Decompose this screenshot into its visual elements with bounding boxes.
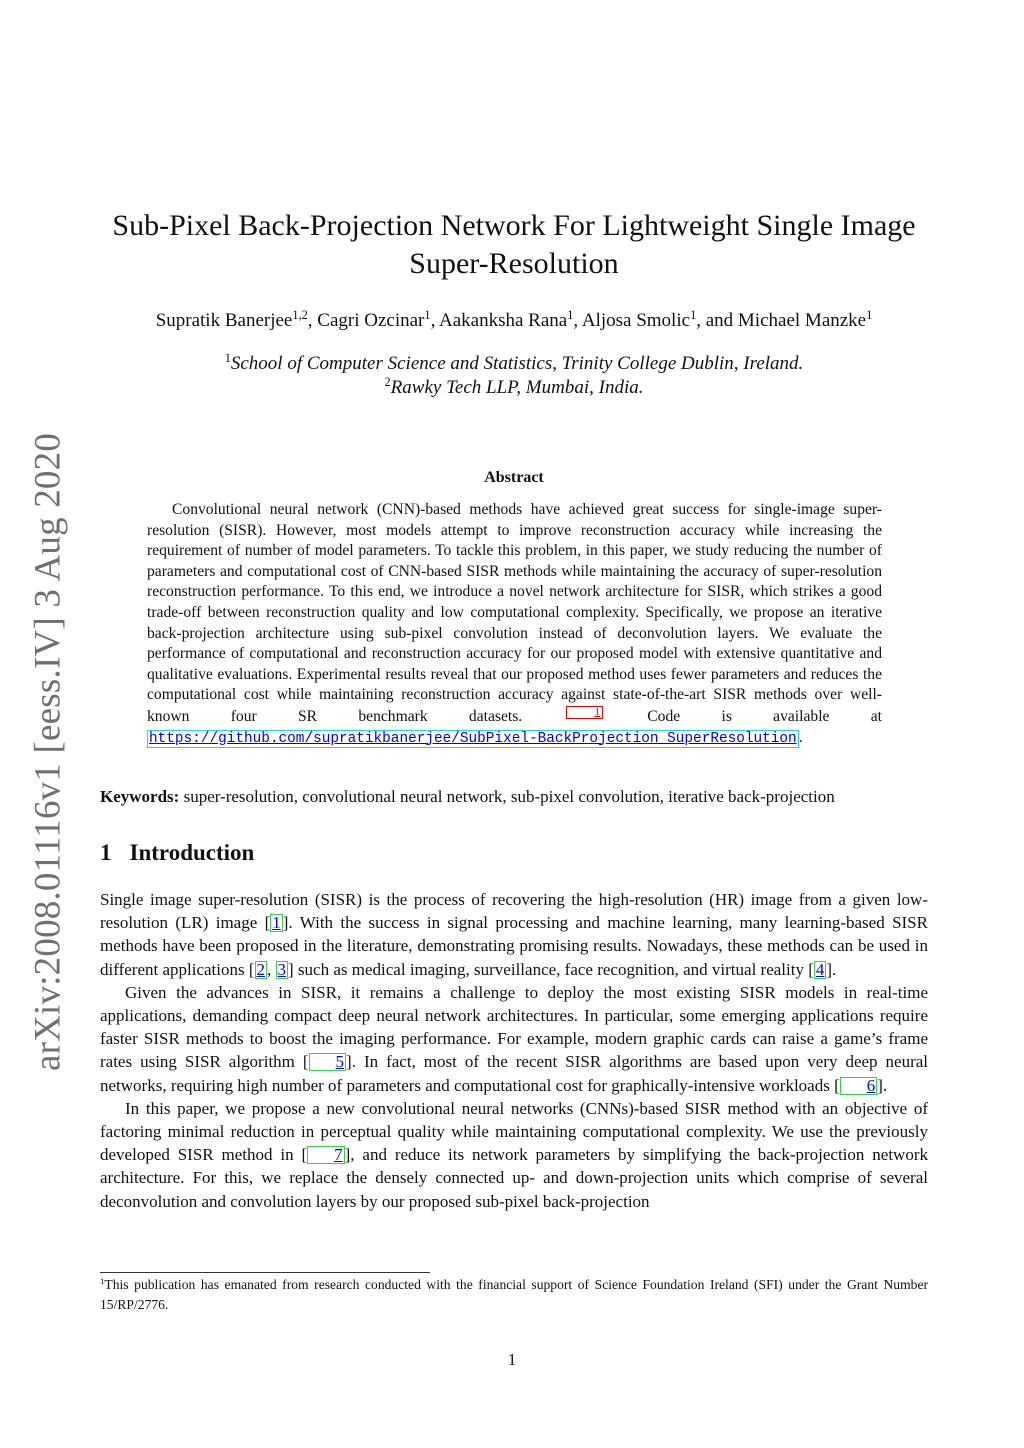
citation-link[interactable]: 1	[272, 913, 281, 933]
author-name: Cagri Ozcinar	[317, 310, 425, 331]
footnote-ref-link[interactable]: 1	[566, 706, 603, 719]
paragraph-text: Given the advances in SISR, it remains a challenge to deploy the most existing SISR models in real-time applications, demanding compact deep neural network architectures. In particular, some emerging applications require faster SISR methods to boost the imaging performance. For example, modern graphic cards can raise a game’s frame rates using SISR algorithm [	[100, 982, 928, 1072]
paragraph-text: ]. In fact, most of the recent SISR algorithms are based upon very deep neural networks, requiring high number of parameters and computational cost for graphically-intensive workloads [	[100, 1052, 928, 1095]
affiliation-2	[100, 376, 928, 400]
paragraph	[100, 981, 928, 1097]
abstract-text: Convolutional neural network (CNN)-based methods have achieved great success for single-image super-resolution (SISR). However, most models attempt to improve reconstruction accuracy while increasing the requirement of number of model parameters. To tackle this problem, in this paper, we study reducing the number of parameters and computational cost of CNN-based SISR methods while maintaining the accuracy of super-resolution reconstruction performance. To this end, we introduce a novel network architecture for SISR, which strikes a good trade-off between reconstruction quality and low computational complexity. Specifically, we propose an iterative back-projection architecture using sub-pixel convolution instead of deconvolution layers. We evaluate the performance of computational and reconstruction accuracy for our proposed model with extensive quantitative and qualitative evaluations. Experimental results reveal that our proposed method uses fewer parameters and reduces the computational cost while maintaining reconstruction accuracy against state-of-the-art SISR methods over well-known four SR benchmark datasets.	[147, 501, 882, 725]
keywords	[100, 785, 928, 809]
paragraph	[100, 888, 928, 981]
footnote	[100, 1275, 928, 1314]
author-separator: ,	[307, 310, 318, 331]
paragraph-text: ] such as medical imaging, surveillance, face recognition, and virtual reality [	[288, 959, 814, 979]
arxiv-identifier-stamp	[18, 432, 78, 1072]
citation-link[interactable]: 7	[307, 1146, 345, 1164]
paragraph-text: ].	[877, 1075, 888, 1095]
affiliation-1	[100, 352, 928, 376]
paragraph-text: ]. With the success in signal processing and machine learning, many learning-based SISR methods have been proposed in the literature, demonstrating promising results. Nowadays, these methods can be used in different applications [	[100, 913, 928, 979]
author-affiliation-mark: 1	[567, 308, 574, 323]
affiliation-2-mark: 2	[384, 375, 391, 390]
author-affiliation-mark: 1	[690, 308, 697, 323]
footnote-mark: 1	[100, 1276, 105, 1287]
abstract-body	[147, 500, 882, 749]
introduction-body	[100, 888, 928, 1213]
paragraph-text: In this paper, we propose a new convolutional neural networks (CNNs)-based SISR method with an objective of factoring minimal reduction in perceptual quality while maintaining computational complexity. We use the previously developed SISR method in [	[100, 1098, 928, 1165]
affiliation-1-text: School of Computer Science and Statistics, Trinity College Dublin, Ireland.	[230, 353, 804, 374]
author-name: Michael Manzke	[737, 310, 867, 331]
citation-link[interactable]: 5	[309, 1053, 347, 1071]
affiliation-2-text: Rawky Tech LLP, Mumbai, India.	[390, 377, 644, 398]
author-affiliation-mark: 1	[866, 308, 873, 323]
abstract-heading: Abstract	[484, 469, 544, 486]
footnote-text: This publication has emanated from research conducted with the financial support of Science Foundation Ireland (SFI) under the Grant Number 15/RP/2776.	[100, 1277, 928, 1312]
author-affiliation-mark: 1	[424, 308, 431, 323]
citation-link[interactable]: 3	[277, 959, 287, 979]
paragraph-text: ,	[267, 959, 276, 979]
author-affiliation-mark: 1,2	[292, 308, 308, 323]
paragraph-text: Single image super-resolution (SISR) is the process of recovering the high-resolution (HR) image from a given low-resolution (LR) image [	[100, 890, 928, 933]
code-availability-text: Code is available at	[647, 707, 882, 725]
citation-link[interactable]: 2	[256, 959, 266, 979]
author-list	[100, 309, 928, 333]
footnote-divider	[100, 1272, 430, 1273]
author-separator: ,	[573, 310, 582, 331]
keywords-label: Keywords:	[100, 787, 180, 806]
section-title: Introduction	[129, 840, 255, 865]
author-name: Aakanksha Rana	[439, 310, 568, 331]
paragraph	[100, 1097, 928, 1213]
affiliation-1-mark: 1	[224, 351, 231, 366]
paragraph-text: ].	[826, 959, 837, 979]
page-number: 1	[507, 1350, 517, 1369]
code-repository-link[interactable]: https://github.com/supratikbanerjee/SubPixel-BackProjection_SuperResolution	[149, 730, 797, 747]
author-separator: ,	[430, 310, 440, 331]
paper-title: Sub-Pixel Back-Projection Network For Lightweight Single Image Super-Resolution	[112, 209, 916, 280]
citation-link[interactable]: 4	[815, 959, 825, 979]
author-separator: , and	[696, 310, 738, 331]
keywords-text: super-resolution, convolutional neural network, sub-pixel convolution, iterative back-projection	[183, 787, 835, 806]
author-name: Supratik Banerjee	[155, 310, 293, 331]
author-name: Aljosa Smolic	[581, 310, 691, 331]
abstract-end-period: .	[798, 728, 803, 746]
citation-link[interactable]: 6	[840, 1077, 878, 1095]
arxiv-identifier-text: arXiv:2008.01116v1 [eess.IV] 3 Aug 2020	[27, 432, 69, 1072]
section-heading	[100, 840, 254, 866]
section-number: 1	[100, 840, 112, 865]
paragraph-text: ], and reduce its network parameters by simplifying the back-projection network architecture. For this, we replace the densely connected up- and down-projection units which comprise of several deconvolution and convolution layers by our proposed sub-pixel back-projection	[100, 1145, 928, 1211]
